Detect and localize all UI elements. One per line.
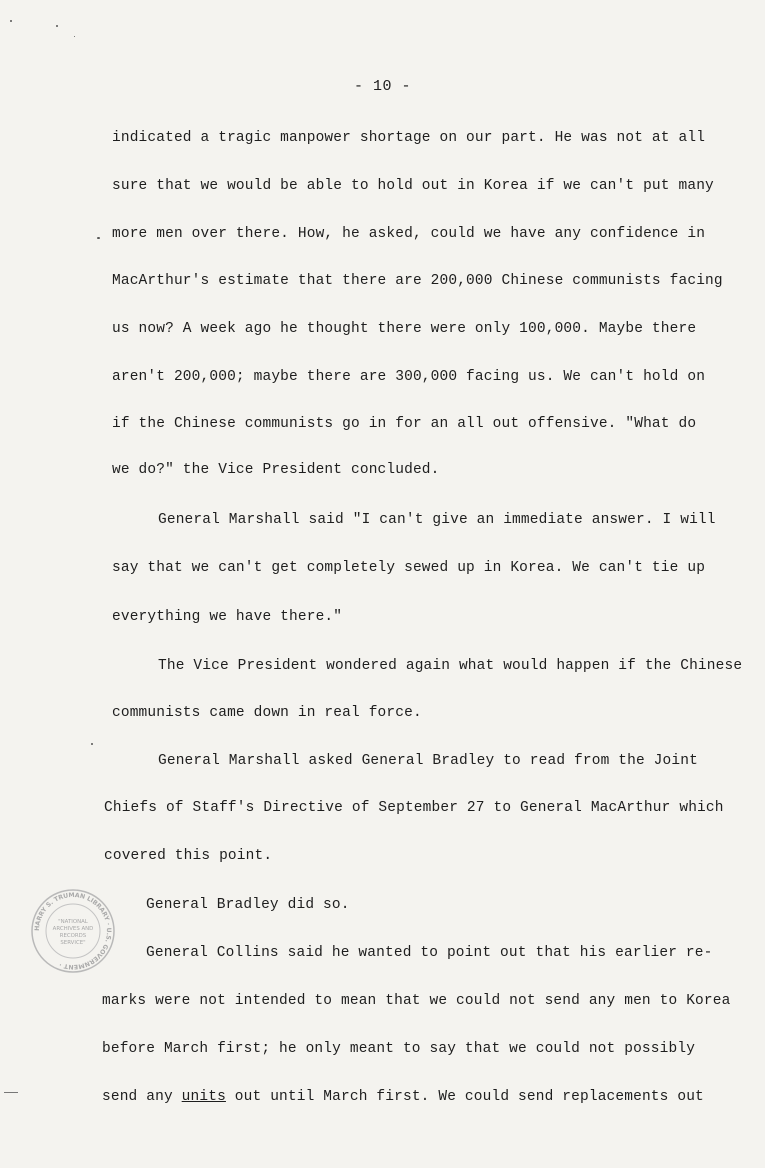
scan-speck <box>10 20 12 22</box>
body-line: more men over there. How, he asked, could we have any confidence in <box>112 226 706 242</box>
scan-speck <box>4 1092 18 1093</box>
scan-speck <box>74 36 75 37</box>
body-line: The Vice President wondered again what would happen if the Chinese <box>158 658 743 674</box>
stamp-inner-line: SERVICE" <box>60 940 86 946</box>
body-line-last <box>102 1089 704 1105</box>
stamp-outer-text: HARRY S. TRUMAN LIBRARY · U.S. GOVERNMENT · <box>33 891 113 971</box>
body-line: General Collins said he wanted to point out that his earlier re- <box>146 945 713 961</box>
body-line: General Marshall asked General Bradley to read from the Joint <box>158 753 698 769</box>
scan-speck <box>97 237 100 239</box>
body-line: communists came down in real force. <box>112 705 422 721</box>
stamp-inner-line: RECORDS <box>59 933 87 939</box>
body-line: Chiefs of Staff's Directive of September 27 to General MacArthur which <box>104 800 724 816</box>
last-line-before: send any <box>102 1089 182 1105</box>
page-number: - 10 - <box>353 78 411 95</box>
last-line-after: out until March first. We could send replacements out <box>225 1089 704 1105</box>
stamp-inner-line: ARCHIVES AND <box>52 926 94 932</box>
body-line: marks were not intended to mean that we could not send any men to Korea <box>102 993 731 1009</box>
body-line: sure that we would be able to hold out in Korea if we can't put many <box>112 178 714 194</box>
body-line: covered this point. <box>104 848 273 864</box>
stamp-inner-line: "NATIONAL <box>58 919 88 925</box>
body-line: we do?" the Vice President concluded. <box>112 462 440 478</box>
underlined-word: units <box>181 1089 226 1105</box>
body-line: aren't 200,000; maybe there are 300,000 facing us. We can't hold on <box>112 369 706 385</box>
scan-speck <box>56 25 58 27</box>
body-line: MacArthur's estimate that there are 200,000 Chinese communists facing <box>112 273 723 289</box>
body-line: us now? A week ago he thought there were only 100,000. Maybe there <box>112 321 697 337</box>
archive-stamp <box>30 888 116 974</box>
body-line: General Bradley did so. <box>146 897 350 913</box>
body-line: indicated a tragic manpower shortage on our part. He was not at all <box>112 130 706 146</box>
body-line: if the Chinese communists go in for an all out offensive. "What do <box>112 416 697 432</box>
body-line: before March first; he only meant to say that we could not possibly <box>102 1041 696 1057</box>
scan-speck <box>91 743 93 745</box>
body-line: General Marshall said "I can't give an immediate answer. I will <box>158 512 716 528</box>
body-line: say that we can't get completely sewed up in Korea. We can't tie up <box>112 560 706 576</box>
body-line: everything we have there." <box>112 609 343 625</box>
